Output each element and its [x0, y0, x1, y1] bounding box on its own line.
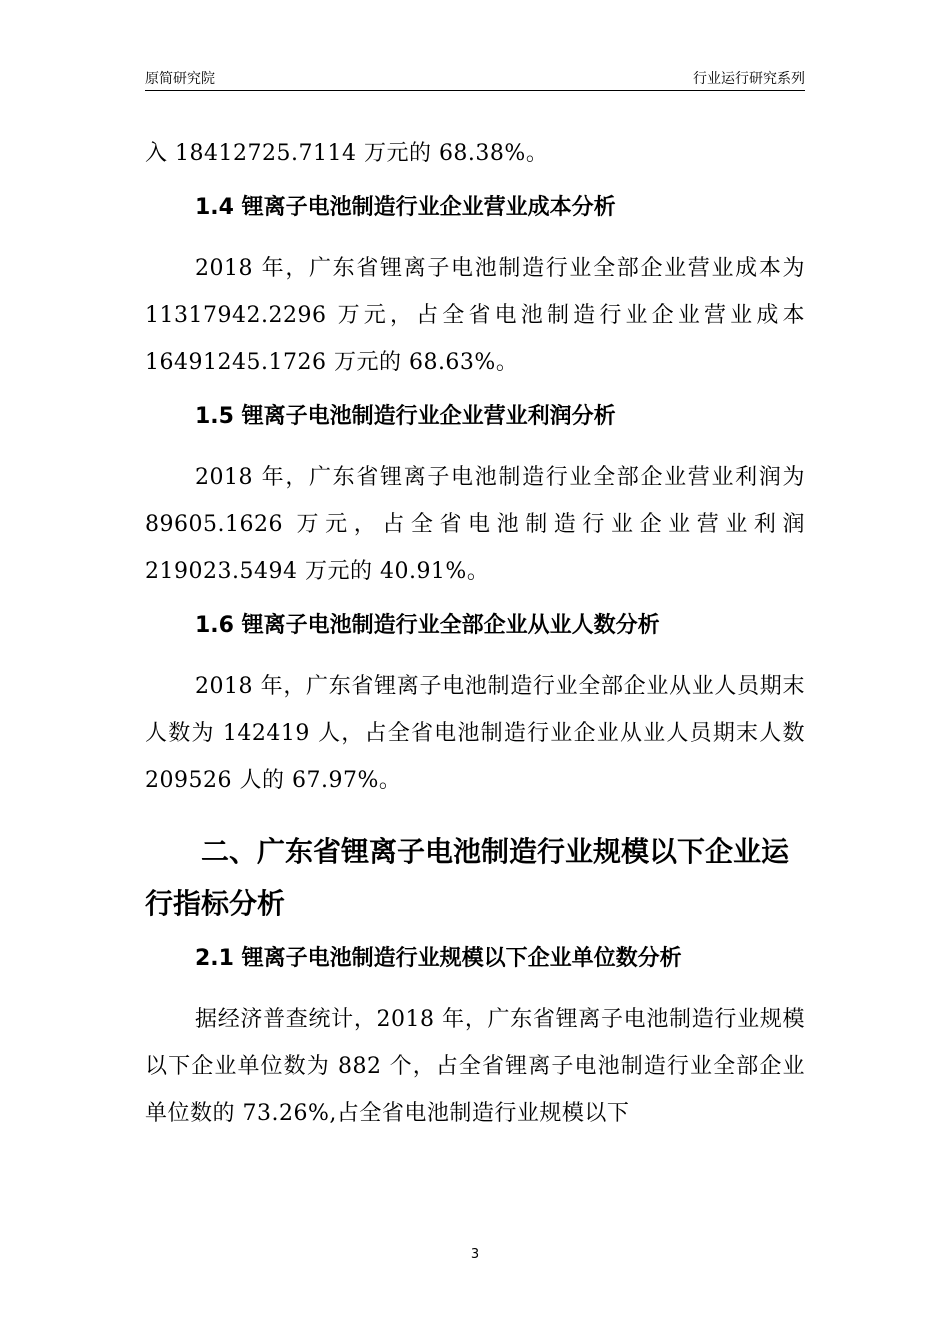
- paragraph-operating-cost: 2018 年，广东省锂离子电池制造行业全部企业营业成本为 11317942.2296 万元，占全省电池制造行业企业营业成本 16491245.1726 万元的 68.63%。: [145, 256, 805, 375]
- section-heading-2-1: 2.1 锂离子电池制造行业规模以下企业单位数分析: [195, 946, 682, 971]
- section-heading-1-6: 1.6 锂离子电池制造行业全部企业从业人数分析: [195, 613, 660, 638]
- header-org-name: 原简研究院: [145, 71, 215, 87]
- paragraph-continued: 入 18412725.7114 万元的 68.38%。: [145, 141, 549, 166]
- chapter-heading-2: 二、广东省锂离子电池制造行业规模以下企业运行指标分析: [145, 835, 790, 920]
- paragraph-unit-count: 据经济普查统计，2018 年，广东省锂离子电池制造行业规模以下企业单位数为 882 个，占全省锂离子电池制造行业全部企业单位数的 73.26%,占全省电池制造行业规模以下: [145, 1007, 805, 1126]
- page-number: 3: [470, 1247, 480, 1262]
- section-heading-1-5: 1.5 锂离子电池制造行业企业营业利润分析: [195, 404, 616, 429]
- paragraph-employees: 2018 年，广东省锂离子电池制造行业全部企业从业人员期末人数为 142419 人，占全省电池制造行业企业从业人员期末人数 209526 人的 67.97%。: [145, 674, 805, 793]
- page-header: [145, 66, 805, 91]
- header-series-title: 行业运行研究系列: [693, 71, 805, 87]
- page-content: [145, 130, 805, 1137]
- paragraph-operating-profit: 2018 年，广东省锂离子电池制造行业全部企业营业利润为 89605.1626 万元，占全省电池制造行业企业营业利润 219023.5494 万元的 40.91%。: [145, 465, 805, 584]
- section-heading-1-4: 1.4 锂离子电池制造行业企业营业成本分析: [195, 195, 616, 220]
